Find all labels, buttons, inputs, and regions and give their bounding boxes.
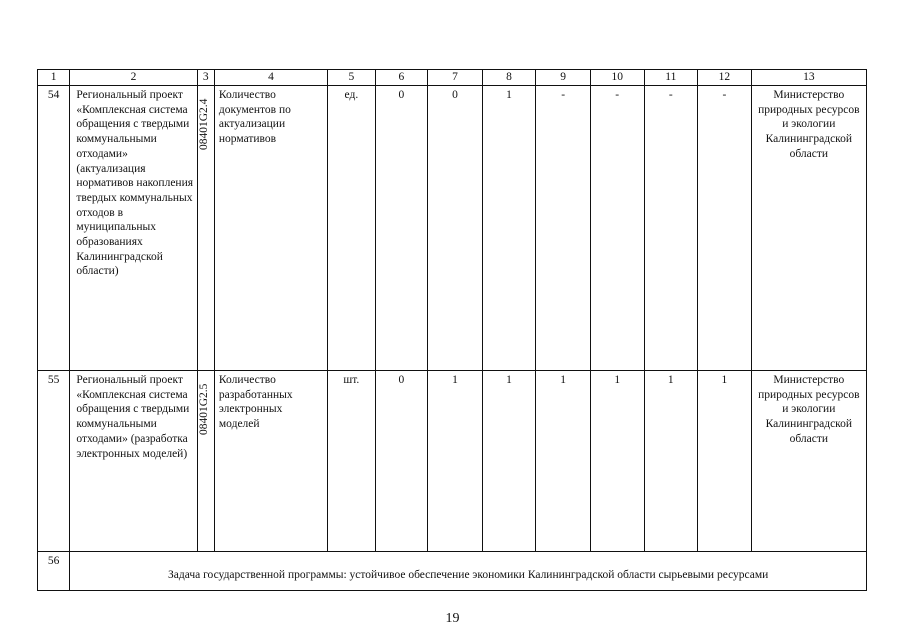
header-cell: 9 xyxy=(536,70,591,86)
indicator-name: Количество документов по актуализации нормативов xyxy=(214,86,327,371)
indicators-table xyxy=(37,69,867,591)
row-number: 55 xyxy=(38,371,70,552)
value-cell: 0 xyxy=(375,86,428,371)
responsible-executor: Министерство природных ресурсов и экологии Калининградской области xyxy=(751,86,866,371)
event-name: Региональный проект «Комплексная система обращения с твердыми коммунальными отходами» (актуализация нормативов накопления твердых коммунальных отходов в муниципальных образованиях Калининградской области) xyxy=(70,86,197,371)
header-cell: 4 xyxy=(214,70,327,86)
program-task: Задача государственной программы: устойчивое обеспечение экономики Калининградской области сырьевыми ресурсами xyxy=(70,552,867,591)
table-row xyxy=(38,86,867,371)
value-cell: 0 xyxy=(428,86,483,371)
header-row xyxy=(38,70,867,86)
header-cell: 8 xyxy=(482,70,536,86)
header-cell: 5 xyxy=(328,70,376,86)
table-row xyxy=(38,371,867,552)
code-cell xyxy=(197,86,214,371)
header-cell: 11 xyxy=(644,70,698,86)
budget-code: 08401G2.5 xyxy=(197,383,210,435)
unit: ед. xyxy=(328,86,376,371)
unit: шт. xyxy=(328,371,376,552)
indicator-name: Количество разработанных электронных моделей xyxy=(214,371,327,552)
value-cell: 1 xyxy=(536,371,591,552)
value-cell: 1 xyxy=(482,86,536,371)
header-cell: 10 xyxy=(590,70,644,86)
header-cell: 12 xyxy=(698,70,752,86)
value-cell: - xyxy=(536,86,591,371)
header-cell: 6 xyxy=(375,70,428,86)
value-cell: - xyxy=(644,86,698,371)
task-row xyxy=(38,552,867,591)
value-cell: 1 xyxy=(698,371,752,552)
page-number: 19 xyxy=(445,611,460,626)
value-cell: 1 xyxy=(428,371,483,552)
code-cell xyxy=(197,371,214,552)
responsible-executor: Министерство природных ресурсов и экологии Калининградской области xyxy=(751,371,866,552)
row-number: 54 xyxy=(38,86,70,371)
header-cell: 13 xyxy=(751,70,866,86)
header-cell: 1 xyxy=(38,70,70,86)
value-cell: 1 xyxy=(590,371,644,552)
value-cell: - xyxy=(698,86,752,371)
event-name: Региональный проект «Комплексная система обращения с твердыми коммунальными отходами» (разработка электронных моделей) xyxy=(70,371,197,552)
value-cell: 1 xyxy=(644,371,698,552)
value-cell: 0 xyxy=(375,371,428,552)
budget-code: 08401G2.4 xyxy=(197,98,210,150)
header-cell: 7 xyxy=(428,70,483,86)
header-cell: 3 xyxy=(197,70,214,86)
value-cell: 1 xyxy=(482,371,536,552)
row-number: 56 xyxy=(38,552,70,591)
value-cell: - xyxy=(590,86,644,371)
header-cell: 2 xyxy=(70,70,197,86)
